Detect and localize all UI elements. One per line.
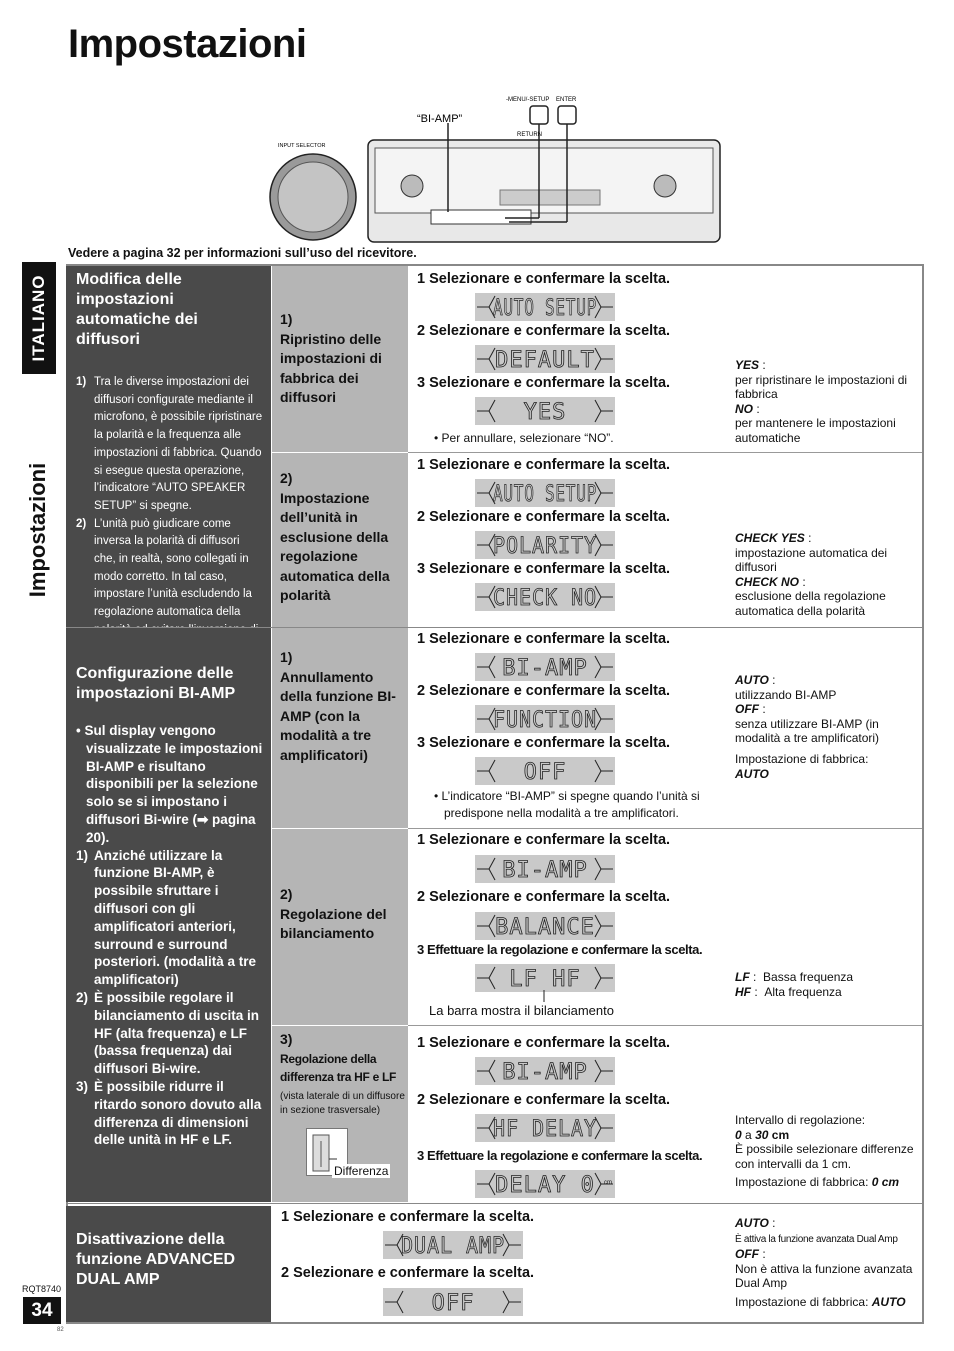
step-2: 2 Selezionare e confermare la scelta. bbox=[417, 683, 671, 699]
section-1-note: 2) L’unità può giudicare come inversa la polarità di diffusori che, in realtà, sono collegati in modo corretto. In tal caso, impostare l’unità escludendo la regolazione automatica della bbox=[76, 517, 252, 619]
step-3: 3 Selezionare e confermare la scelta. bbox=[417, 561, 671, 577]
lcd-display bbox=[475, 1170, 615, 1198]
section-2-note: 1) Anziché utilizzare la funzione BI-AMP, è possibile sfruttare i diffusori con gli amplificatori anteriori, surround e surround posteriori. (modalità a tre amplificatori) bbox=[76, 847, 257, 988]
lcd-text: BI-AMP bbox=[502, 858, 588, 883]
lcd-display bbox=[383, 1288, 523, 1316]
row-5-options: Intervallo di regolazione: 0 a 30 cm È possibile selezionare differenze con intervalli da 1 cm. Impostazione di fabbrica: 0 cm bbox=[735, 1113, 914, 1190]
language-tab-label: ITALIANO bbox=[29, 274, 48, 362]
lcd-display bbox=[475, 397, 615, 425]
section-2-notes bbox=[76, 722, 266, 1149]
enter-button bbox=[558, 106, 576, 124]
lcd-text: BALANCE bbox=[495, 915, 595, 940]
lcd-text: CHECK NO bbox=[493, 586, 597, 611]
section-1-notes bbox=[76, 374, 264, 657]
lcd-text: HF DELAY bbox=[493, 1117, 597, 1142]
step-2: 2 Selezionare e confermare la scelta. bbox=[417, 889, 671, 905]
step-2: 2 Selezionare e confermare la scelta. bbox=[417, 323, 671, 339]
step-3: 3 Effettuare la regolazione e confermare la scelta. bbox=[417, 942, 703, 957]
input-selector-knob-inner bbox=[278, 162, 348, 232]
section-2-note: 2) È possibile regolare il bilanciamento di uscita in HF (alta frequenza) e LF (bassa frequenza) dai diffusori Bi-wire. bbox=[76, 989, 260, 1077]
lcd-display bbox=[475, 912, 615, 940]
row-4-label: 2) Regolazione del bilanciamento bbox=[280, 886, 387, 941]
lcd-text: BI-AMP bbox=[502, 656, 588, 681]
step-3: 3 Selezionare e confermare la scelta. bbox=[417, 735, 671, 751]
section-2-note: 3) È possibile ridurre il ritardo sonoro dovuto alla differenza di dimensioni delle unità in HF e LF. bbox=[76, 1078, 262, 1148]
section-3-heading: Disattivazione della funzione ADVANCED DUAL AMP bbox=[76, 1231, 236, 1288]
step-1: 1 Selezionare e confermare la scelta. bbox=[417, 271, 671, 287]
lcd-text: POLARITY bbox=[493, 534, 597, 559]
lcd-text: AUTO SETUP bbox=[493, 482, 597, 507]
row-2-label: 2) Impostazione dell’unità in esclusione della regolazione automatica della polarità bbox=[280, 470, 390, 603]
lcd-display bbox=[383, 1231, 523, 1259]
row-2-label-cell bbox=[272, 453, 408, 627]
section-side-title: Impostazioni bbox=[25, 462, 50, 598]
step-3: 3 Selezionare e confermare la scelta. bbox=[417, 375, 671, 391]
step-1: 1 Selezionare e confermare la scelta. bbox=[417, 631, 671, 647]
row-5-label: 3) Regolazione della differenza tra HF e LF (vista laterale di un diffusore in sezione trasversale) bbox=[280, 1031, 405, 1116]
lcd-text: DELAY 0 bbox=[495, 1173, 595, 1198]
page-title: Impostazioni bbox=[68, 22, 307, 66]
lcd-unit: cm bbox=[604, 1180, 612, 1186]
receiver-figure bbox=[255, 90, 735, 250]
balance-note: La barra mostra il bilanciamento bbox=[429, 1003, 614, 1018]
section-1-header bbox=[66, 266, 271, 627]
difference-label: Differenza bbox=[334, 1164, 389, 1178]
lcd-display bbox=[475, 531, 615, 559]
step-1: 1 Selezionare e confermare la scelta. bbox=[417, 1035, 671, 1051]
lcd-display bbox=[475, 583, 615, 611]
step-1: 1 Selezionare e confermare la scelta. bbox=[417, 832, 671, 848]
volume-knob-left bbox=[401, 175, 423, 197]
step-1: 1 Selezionare e confermare la scelta. bbox=[417, 457, 671, 473]
bi-amp-note: • L’indicatore “BI-AMP” si spegne quando l’unità si predispone nella modalità a tre amplificatori. bbox=[434, 789, 700, 820]
lcd-text: DEFAULT bbox=[495, 348, 595, 373]
menu-setup-callout: -MENU/-SETUP bbox=[506, 97, 550, 103]
lcd-text: YES bbox=[523, 400, 567, 425]
lcd-display bbox=[475, 855, 615, 883]
row-1-label-cell bbox=[272, 266, 408, 452]
section-2-heading: Configurazione delle impostazioni BI-AMP bbox=[76, 665, 236, 702]
lcd-display bbox=[475, 479, 615, 507]
lcd-text: BI-AMP bbox=[502, 1060, 588, 1085]
row-4-label-cell bbox=[272, 829, 408, 1025]
volume-knob-right bbox=[654, 175, 676, 197]
lcd-text: FUNCTION bbox=[493, 708, 597, 733]
lcd-text: DUAL AMP bbox=[401, 1234, 505, 1259]
row-4-options: LF : Bassa frequenza HF : Alta frequenza bbox=[735, 970, 854, 999]
lcd-display bbox=[475, 293, 615, 321]
section-1-note: 1) Tra le diverse impostazioni dei diffusori configurate mediante il microfono, è possibile ripristinare la polarità e la frequenza alle impostazioni di fabbrica. Quando si esegue questa operazione, l’indicatore “AUTO SPEAKER SETUP” si spegne. bbox=[76, 376, 263, 512]
row-1-options: YES : per ripristinare le impostazioni di fabbrica NO : per mantenere le impostazioni automatiche bbox=[735, 358, 908, 445]
section-3-options: AUTO : È attiva la funzione avanzata Dual Amp OFF : Non è attiva la funzione avanzata Dual Amp Impostazione di fabbrica: AUTO bbox=[735, 1216, 913, 1309]
lcd-display bbox=[475, 705, 615, 733]
menu-setup-button bbox=[530, 106, 548, 124]
lcd-display bbox=[475, 653, 615, 681]
lcd-text: OFF bbox=[431, 1291, 475, 1316]
page-number: 34 bbox=[23, 1297, 61, 1324]
row-3-label-cell bbox=[272, 628, 408, 828]
enter-callout: ENTER bbox=[556, 97, 577, 103]
section-2-bullet: • Sul display vengono visualizzate le impostazioni BI-AMP e risultano disponibili per la selezione solo se si impostano i diffusori Bi-wire (➡ pagina 20). bbox=[76, 723, 263, 845]
lcd-text: OFF bbox=[523, 760, 567, 785]
section-3-header bbox=[66, 1206, 271, 1322]
step-3: 3 Effettuare la regolazione e confermare la scelta. bbox=[417, 1148, 703, 1163]
row-2-options: CHECK YES : impostazione automatica dei diffusori CHECK NO : esclusione della regolazione automatica della polarità bbox=[735, 531, 888, 618]
lcd-display bbox=[475, 1114, 615, 1142]
balance-pointer bbox=[540, 990, 548, 1004]
lcd-text: LF HF bbox=[509, 967, 581, 992]
lcd-display bbox=[475, 964, 615, 992]
step-2: 2 Selezionare e confermare la scelta. bbox=[281, 1265, 535, 1281]
bi-amp-callout: “BI-AMP” bbox=[417, 113, 463, 125]
document-code: RQT8740 bbox=[22, 1284, 62, 1294]
language-tab bbox=[22, 262, 56, 374]
tiny-page-mark: 82 bbox=[57, 1327, 64, 1333]
lcd-display bbox=[475, 757, 615, 785]
input-selector-callout: INPUT SELECTOR bbox=[278, 143, 326, 149]
row-3-label: 1) Annullamento della funzione BI-AMP (con la modalità a tre amplificatori) bbox=[280, 649, 396, 763]
step-2: 2 Selezionare e confermare la scelta. bbox=[417, 1092, 671, 1108]
step-1: 1 Selezionare e confermare la scelta. bbox=[281, 1209, 535, 1225]
lcd-display bbox=[475, 1057, 615, 1085]
lcd-text: AUTO SETUP bbox=[493, 296, 597, 321]
receiver-display bbox=[500, 190, 600, 205]
section-1-heading: Modifica delle impostazioni automatiche dei diffusori bbox=[76, 271, 198, 348]
intro-text: Vedere a pagina 32 per informazioni sull’uso del ricevitore. bbox=[68, 246, 417, 260]
row-1-label: 1) Ripristino delle impostazioni di fabbrica dei diffusori bbox=[280, 311, 382, 405]
lcd-display bbox=[475, 345, 615, 373]
section-2-header bbox=[66, 628, 271, 1202]
return-callout: RETURN bbox=[517, 132, 542, 138]
step-2: 2 Selezionare e confermare la scelta. bbox=[417, 509, 671, 525]
cancel-note: • Per annullare, selezionare “NO”. bbox=[434, 431, 614, 445]
row-3-options: AUTO : utilizzando BI-AMP OFF : senza utilizzare BI-AMP (in modalità a tre amplificatori) Impostazione di fabbrica: AUTO bbox=[735, 673, 880, 781]
